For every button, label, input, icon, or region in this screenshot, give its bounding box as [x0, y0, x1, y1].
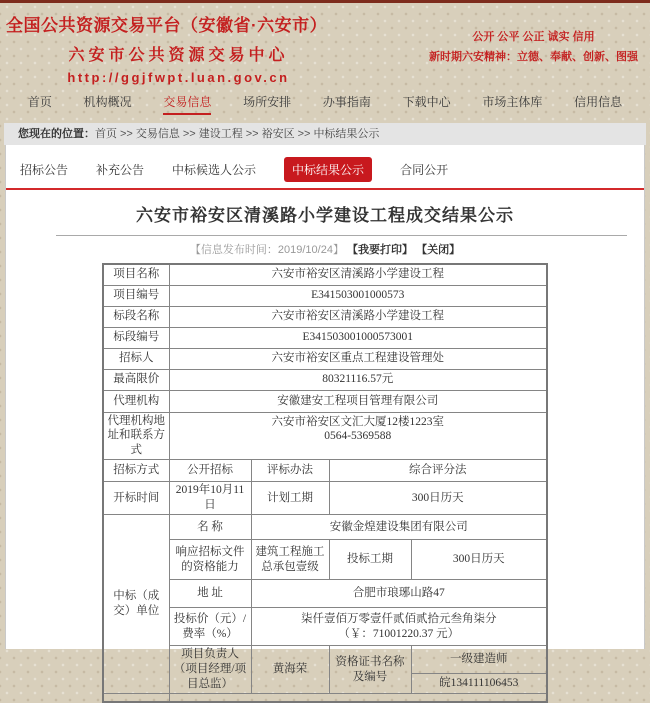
manager-label: 项目负责人（项目经理/项目总监）	[169, 646, 251, 694]
nav-item-home[interactable]: 首页	[27, 95, 52, 109]
open-time-label: 开标时间	[103, 482, 169, 515]
table-row	[103, 580, 547, 608]
table-row	[103, 460, 547, 482]
table-row	[103, 285, 547, 306]
winner-qualification-label: 响应招标文件的资格能力	[169, 540, 251, 580]
tender-method-value: 公开招标	[169, 460, 251, 482]
article-meta	[6, 241, 644, 257]
tab-tender-announcement[interactable]: 招标公告	[20, 163, 69, 177]
plan-duration-label: 计划工期	[251, 482, 329, 515]
bid-duration-value: 300日历天	[411, 540, 547, 580]
partial-next-row-value	[169, 694, 547, 702]
project-name-label: 项目名称	[103, 264, 169, 285]
site-url[interactable]: http://ggjfwpt.luan.gov.cn	[67, 70, 290, 85]
agency-contact-label: 代理机构地址和联系方式	[103, 412, 169, 460]
breadcrumb-separator: >>	[297, 128, 311, 140]
breadcrumb-district[interactable]: 裕安区	[261, 128, 295, 140]
open-time-value: 2019年10月11日	[169, 482, 251, 515]
bid-price-value	[251, 608, 547, 646]
nav-item-market[interactable]: 市场主体库	[482, 95, 543, 109]
main-nav	[0, 88, 650, 120]
print-button[interactable]: 【我要打印】	[347, 244, 414, 256]
agency-contact-value	[169, 412, 547, 460]
breadcrumb-prefix: 您现在的位置：	[18, 128, 95, 140]
nav-item-trade-info[interactable]: 交易信息	[163, 93, 211, 115]
section-code-value: E341503001000573001	[169, 327, 547, 348]
agency-value: 安徽建安工程项目管理有限公司	[169, 390, 547, 412]
page-title: 六安市裕安区清溪路小学建设工程成交结果公示	[136, 206, 514, 225]
agency-phone: 0564-5369588	[324, 430, 392, 443]
site-branding	[6, 11, 351, 85]
breadcrumb-separator: >>	[182, 128, 196, 140]
plan-duration-value: 300日历天	[329, 482, 547, 515]
table-row	[103, 327, 547, 348]
tenderee-label: 招标人	[103, 348, 169, 369]
winner-name-value: 安徽金煌建设集团有限公司	[251, 515, 547, 540]
tab-candidate-publicity[interactable]: 中标候选人公示	[172, 163, 257, 177]
table-row	[103, 390, 547, 412]
breadcrumb-trade-info[interactable]: 交易信息	[135, 128, 180, 140]
section-name-label: 标段名称	[103, 306, 169, 327]
tab-contract-public[interactable]: 合同公开	[400, 163, 449, 177]
cert-label: 资格证书名称及编号	[329, 646, 411, 694]
project-code-label: 项目编号	[103, 285, 169, 306]
section-name-value: 六安市裕安区清溪路小学建设工程	[169, 306, 547, 327]
breadcrumb-construction[interactable]: 建设工程	[198, 128, 243, 140]
content-panel	[5, 145, 645, 691]
title-divider	[56, 235, 627, 236]
slogan-line-2: 新时期六安精神：立德、奉献、创新、图强	[429, 51, 638, 63]
table-row	[103, 608, 547, 646]
bid-price-chinese: 柒仟壹佰万零壹仟贰佰贰拾元叁角柒分	[301, 612, 497, 625]
nav-item-about[interactable]: 机构概况	[83, 95, 132, 109]
nav-item-venue[interactable]: 场所安排	[243, 95, 292, 109]
section-code-label: 标段编号	[103, 327, 169, 348]
table-row	[103, 482, 547, 515]
winner-name-label: 名 称	[169, 515, 251, 540]
table-row	[103, 412, 547, 460]
agency-address: 六安市裕安区文汇大厦12楼1223室	[271, 415, 444, 428]
platform-title: 全国公共资源交易平台（安徽省·六安市）	[6, 16, 328, 35]
bid-duration-label: 投标工期	[329, 540, 411, 580]
table-row	[103, 369, 547, 390]
table-row	[103, 264, 547, 285]
max-price-label: 最高限价	[103, 369, 169, 390]
cert-number: 皖134111106453	[411, 674, 547, 694]
table-row	[103, 646, 547, 674]
table-row	[103, 306, 547, 327]
manager-name: 黄海荣	[251, 646, 329, 694]
table-row-partial	[103, 694, 547, 702]
winner-qualification-value: 建筑工程施工总承包壹级	[251, 540, 329, 580]
table-row	[103, 348, 547, 369]
winner-group-label: 中标（成交）单位	[103, 515, 169, 694]
breadcrumb-separator: >>	[245, 128, 259, 140]
category-tabs	[6, 145, 644, 190]
bid-price-label: 投标价（元）/费率（%）	[169, 608, 251, 646]
result-table	[102, 263, 548, 703]
publish-time: 【信息发布时间：2019/10/24】	[189, 244, 344, 256]
breadcrumb-separator: >>	[120, 128, 133, 140]
eval-method-label: 评标办法	[251, 460, 329, 482]
partial-next-row-label	[103, 694, 169, 702]
table-row	[103, 515, 547, 540]
center-name: 六安市公共资源交易中心	[68, 47, 289, 64]
nav-item-guide[interactable]: 办事指南	[322, 95, 371, 109]
bid-price-numeric: （￥：71001220.37 元）	[338, 627, 460, 640]
breadcrumb	[4, 123, 646, 145]
winner-address-value: 合肥市琅琊山路47	[251, 580, 547, 608]
project-code-value: E341503001000573	[169, 285, 547, 306]
eval-method-value: 综合评分法	[329, 460, 547, 482]
nav-item-credit[interactable]: 信用信息	[574, 95, 623, 109]
cert-name: 一级建造师	[411, 646, 547, 674]
site-slogans	[429, 27, 638, 67]
nav-item-download[interactable]: 下载中心	[402, 95, 451, 109]
breadcrumb-home[interactable]: 首页	[95, 128, 117, 140]
table-row	[103, 540, 547, 580]
agency-label: 代理机构	[103, 390, 169, 412]
site-header	[0, 3, 650, 88]
tab-winning-result[interactable]: 中标结果公示	[284, 157, 372, 182]
tenderee-value: 六安市裕安区重点工程建设管理处	[169, 348, 547, 369]
slogan-line-1: 公开 公平 公正 诚实 信用	[472, 31, 595, 43]
tab-supplement-announcement[interactable]: 补充公告	[96, 163, 145, 177]
winner-address-label: 地 址	[169, 580, 251, 608]
close-button[interactable]: 【关闭】	[416, 244, 461, 256]
tender-method-label: 招标方式	[103, 460, 169, 482]
project-name-value: 六安市裕安区清溪路小学建设工程	[169, 264, 547, 285]
max-price-value: 80321116.57元	[169, 369, 547, 390]
breadcrumb-result[interactable]: 中标结果公示	[313, 128, 380, 140]
